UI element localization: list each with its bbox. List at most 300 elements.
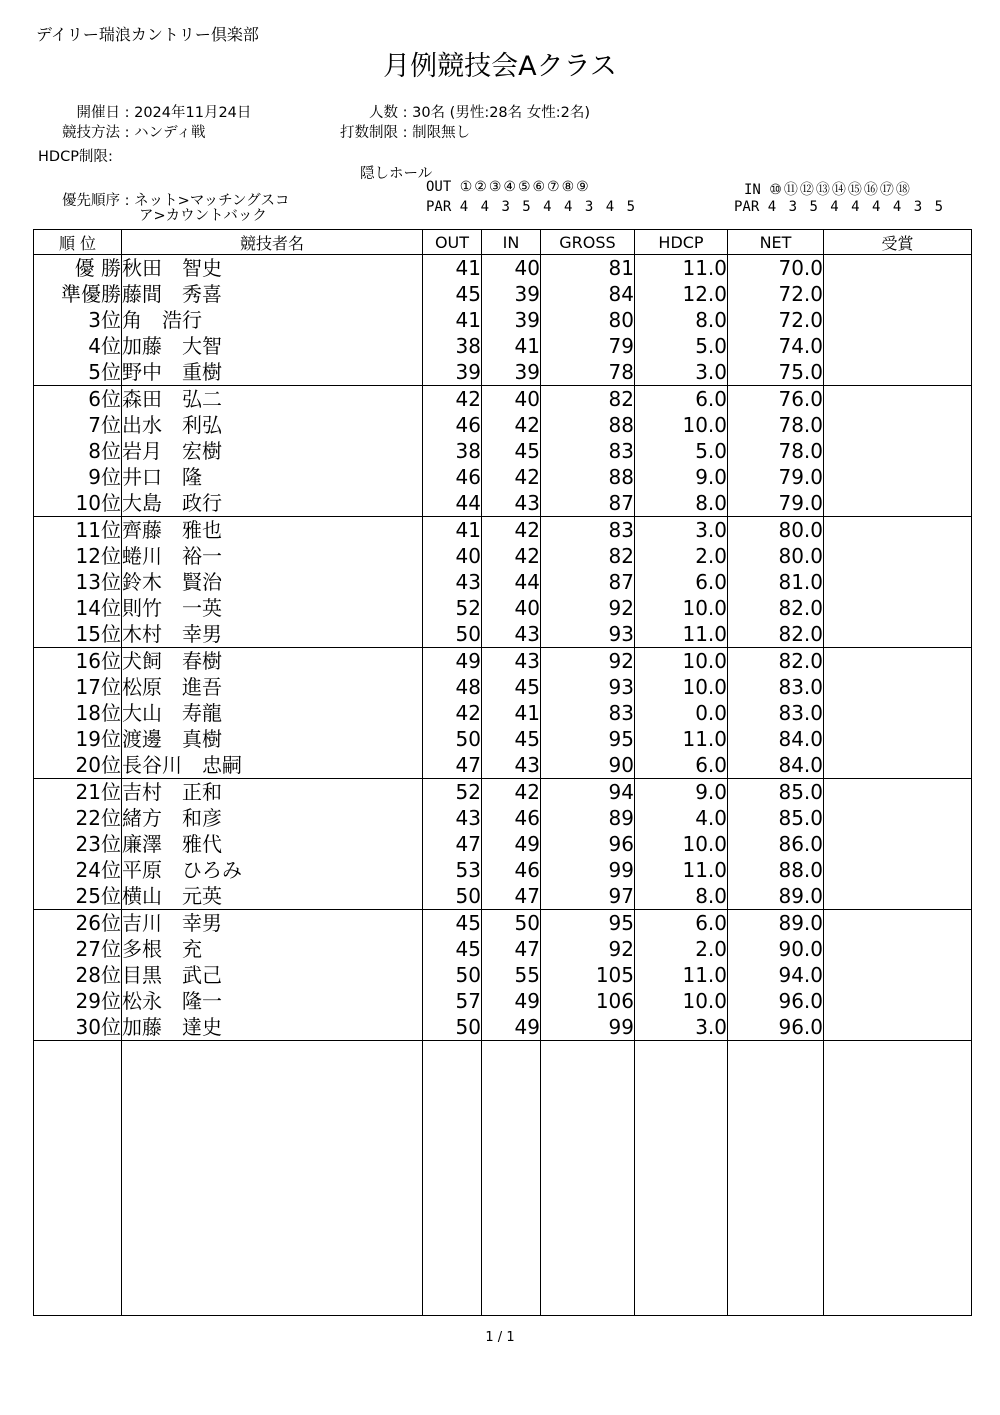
- cell-hdcp: 8.0: [635, 490, 728, 517]
- cell-rank: 30位: [34, 1014, 122, 1041]
- cell-out: 41: [423, 255, 482, 282]
- cell-rank: 10位: [34, 490, 122, 517]
- people-row: 人数 : 30名 (男性:28名 女性:2名): [318, 101, 590, 122]
- table-row: [34, 936, 972, 962]
- cell-gross: 106: [541, 988, 635, 1014]
- cell-in: 40: [482, 255, 541, 282]
- cell-net: 84.0: [728, 752, 824, 779]
- hdcp-limit-row: HDCP制限:: [38, 149, 113, 165]
- cell-in: 42: [482, 517, 541, 544]
- cell-award: [824, 386, 972, 413]
- table-row: [34, 752, 972, 779]
- cell-name: 緒方 和彦: [122, 805, 423, 831]
- cell-name: 吉村 正和: [122, 779, 423, 806]
- table-row: [34, 674, 972, 700]
- col-award: 受賞: [824, 230, 972, 255]
- empty-cell: [482, 1041, 541, 1316]
- cell-hdcp: 3.0: [635, 1014, 728, 1041]
- cell-out: 46: [423, 464, 482, 490]
- cell-net: 75.0: [728, 359, 824, 386]
- col-name: 競技者名: [122, 230, 423, 255]
- priority-label: 優先順序: [62, 193, 120, 209]
- cell-name: 出水 利弘: [122, 412, 423, 438]
- cell-in: 55: [482, 962, 541, 988]
- cell-in: 40: [482, 595, 541, 621]
- table-row: [34, 255, 972, 282]
- cell-gross: 87: [541, 490, 635, 517]
- table-row: [34, 621, 972, 648]
- cell-name: 大山 寿龍: [122, 700, 423, 726]
- results-table: [33, 229, 972, 1316]
- cell-hdcp: 11.0: [635, 255, 728, 282]
- cell-award: [824, 1014, 972, 1041]
- table-row: [34, 648, 972, 675]
- cell-in: 46: [482, 857, 541, 883]
- cell-rank: 22位: [34, 805, 122, 831]
- cell-award: [824, 333, 972, 359]
- cell-out: 45: [423, 281, 482, 307]
- cell-gross: 88: [541, 464, 635, 490]
- empty-cell: [728, 1041, 824, 1316]
- page-title: 月例競技会Aクラス: [383, 51, 617, 82]
- cell-name: 大島 政行: [122, 490, 423, 517]
- table-row: [34, 779, 972, 806]
- cell-hdcp: 9.0: [635, 779, 728, 806]
- cell-rank: 9位: [34, 464, 122, 490]
- cell-in: 49: [482, 988, 541, 1014]
- col-gross: GROSS: [541, 230, 635, 255]
- cell-hdcp: 10.0: [635, 988, 728, 1014]
- cell-award: [824, 464, 972, 490]
- cell-out: 50: [423, 621, 482, 648]
- cell-rank: 21位: [34, 779, 122, 806]
- cell-name: 廉澤 雅代: [122, 831, 423, 857]
- col-rank: 順 位: [34, 230, 122, 255]
- cell-out: 48: [423, 674, 482, 700]
- limit-label: 打数制限: [340, 125, 398, 141]
- cell-gross: 90: [541, 752, 635, 779]
- cell-award: [824, 936, 972, 962]
- cell-out: 42: [423, 700, 482, 726]
- cell-award: [824, 490, 972, 517]
- table-row: [34, 412, 972, 438]
- in-holes: ⑩⑪⑫⑬⑭⑮⑯⑰⑱: [769, 182, 912, 198]
- cell-rank: 3位: [34, 307, 122, 333]
- cell-award: [824, 595, 972, 621]
- header-row: [34, 230, 972, 255]
- cell-award: [824, 700, 972, 726]
- cell-award: [824, 752, 972, 779]
- cell-hdcp: 6.0: [635, 752, 728, 779]
- cell-net: 83.0: [728, 674, 824, 700]
- cell-hdcp: 11.0: [635, 726, 728, 752]
- cell-hdcp: 11.0: [635, 857, 728, 883]
- cell-net: 78.0: [728, 412, 824, 438]
- cell-award: [824, 883, 972, 910]
- cell-out: 45: [423, 936, 482, 962]
- table-row: [34, 857, 972, 883]
- cell-rank: 14位: [34, 595, 122, 621]
- method-value: ハンディ戦: [134, 125, 206, 141]
- cell-award: [824, 726, 972, 752]
- cell-award: [824, 962, 972, 988]
- cell-in: 43: [482, 621, 541, 648]
- table-row: [34, 543, 972, 569]
- table-row: [34, 595, 972, 621]
- date-row: 開催日 : 2024年11月24日: [40, 101, 251, 122]
- cell-award: [824, 517, 972, 544]
- cell-name: 松原 進吾: [122, 674, 423, 700]
- cell-gross: 82: [541, 543, 635, 569]
- people-value: 30名 (男性:28名 女性:2名): [412, 105, 591, 121]
- cell-in: 43: [482, 490, 541, 517]
- cell-award: [824, 412, 972, 438]
- cell-name: 角 浩行: [122, 307, 423, 333]
- cell-rank: 17位: [34, 674, 122, 700]
- cell-award: [824, 805, 972, 831]
- cell-hdcp: 6.0: [635, 569, 728, 595]
- table-row: [34, 883, 972, 910]
- cell-in: 39: [482, 281, 541, 307]
- cell-net: 85.0: [728, 779, 824, 806]
- col-hdcp: HDCP: [635, 230, 728, 255]
- cell-name: 藤間 秀喜: [122, 281, 423, 307]
- cell-hdcp: 4.0: [635, 805, 728, 831]
- cell-hdcp: 2.0: [635, 936, 728, 962]
- cell-hdcp: 3.0: [635, 359, 728, 386]
- cell-gross: 94: [541, 779, 635, 806]
- cell-gross: 97: [541, 883, 635, 910]
- cell-net: 83.0: [728, 700, 824, 726]
- cell-out: 43: [423, 805, 482, 831]
- col-net: NET: [728, 230, 824, 255]
- cell-hdcp: 8.0: [635, 883, 728, 910]
- cell-name: 蜷川 裕一: [122, 543, 423, 569]
- in-holes-row: [744, 179, 912, 199]
- cell-name: 鈴木 賢治: [122, 569, 423, 595]
- cell-gross: 81: [541, 255, 635, 282]
- cell-rank: 8位: [34, 438, 122, 464]
- cell-out: 46: [423, 412, 482, 438]
- cell-in: 43: [482, 648, 541, 675]
- cell-award: [824, 648, 972, 675]
- cell-award: [824, 307, 972, 333]
- cell-gross: 80: [541, 307, 635, 333]
- cell-net: 88.0: [728, 857, 824, 883]
- cell-net: 78.0: [728, 438, 824, 464]
- table-row: [34, 464, 972, 490]
- cell-net: 80.0: [728, 517, 824, 544]
- cell-name: 松永 隆一: [122, 988, 423, 1014]
- cell-net: 76.0: [728, 386, 824, 413]
- cell-rank: 12位: [34, 543, 122, 569]
- cell-in: 40: [482, 386, 541, 413]
- cell-out: 41: [423, 517, 482, 544]
- cell-gross: 95: [541, 726, 635, 752]
- cell-name: 秋田 智史: [122, 255, 423, 282]
- out-par-row: [426, 199, 637, 215]
- cell-award: [824, 255, 972, 282]
- hdcp-limit-label: HDCP制限: [38, 149, 108, 165]
- cell-rank: 11位: [34, 517, 122, 544]
- empty-cell: [34, 1041, 122, 1316]
- cell-gross: 88: [541, 412, 635, 438]
- cell-net: 90.0: [728, 936, 824, 962]
- table-row: [34, 333, 972, 359]
- cell-hdcp: 8.0: [635, 307, 728, 333]
- cell-hdcp: 6.0: [635, 386, 728, 413]
- cell-out: 45: [423, 910, 482, 937]
- cell-gross: 82: [541, 386, 635, 413]
- cell-name: 加藤 達史: [122, 1014, 423, 1041]
- cell-name: 吉川 幸男: [122, 910, 423, 937]
- table-row: [34, 805, 972, 831]
- table-row: [34, 726, 972, 752]
- cell-in: 46: [482, 805, 541, 831]
- cell-out: 38: [423, 333, 482, 359]
- table-row: [34, 1014, 972, 1041]
- cell-net: 81.0: [728, 569, 824, 595]
- cell-award: [824, 910, 972, 937]
- limit-row: 打数制限 : 制限無し: [318, 121, 470, 142]
- cell-rank: 26位: [34, 910, 122, 937]
- out-holes-row: [426, 179, 591, 195]
- hidden-holes-label: 隠しホール: [360, 166, 433, 182]
- cell-in: 42: [482, 464, 541, 490]
- cell-net: 84.0: [728, 726, 824, 752]
- cell-hdcp: 5.0: [635, 438, 728, 464]
- cell-in: 49: [482, 1014, 541, 1041]
- cell-out: 50: [423, 726, 482, 752]
- cell-net: 82.0: [728, 648, 824, 675]
- cell-out: 38: [423, 438, 482, 464]
- cell-in: 41: [482, 333, 541, 359]
- cell-gross: 95: [541, 910, 635, 937]
- cell-in: 44: [482, 569, 541, 595]
- cell-rank: 29位: [34, 988, 122, 1014]
- cell-net: 85.0: [728, 805, 824, 831]
- cell-gross: 92: [541, 936, 635, 962]
- priority-value-line1: ネット>マッチングスコ: [134, 193, 290, 209]
- cell-hdcp: 3.0: [635, 517, 728, 544]
- cell-gross: 84: [541, 281, 635, 307]
- cell-out: 52: [423, 595, 482, 621]
- cell-in: 43: [482, 752, 541, 779]
- limit-value: 制限無し: [412, 125, 471, 141]
- table-row: [34, 386, 972, 413]
- table-row: [34, 569, 972, 595]
- cell-rank: 27位: [34, 936, 122, 962]
- cell-rank: 24位: [34, 857, 122, 883]
- cell-in: 47: [482, 883, 541, 910]
- cell-gross: 93: [541, 621, 635, 648]
- cell-net: 79.0: [728, 464, 824, 490]
- cell-gross: 99: [541, 1014, 635, 1041]
- cell-out: 43: [423, 569, 482, 595]
- cell-out: 53: [423, 857, 482, 883]
- cell-net: 96.0: [728, 1014, 824, 1041]
- cell-award: [824, 621, 972, 648]
- cell-in: 45: [482, 674, 541, 700]
- cell-name: 森田 弘二: [122, 386, 423, 413]
- cell-gross: 83: [541, 438, 635, 464]
- cell-hdcp: 10.0: [635, 412, 728, 438]
- cell-gross: 83: [541, 517, 635, 544]
- empty-rows: [34, 1041, 972, 1316]
- cell-gross: 105: [541, 962, 635, 988]
- table-row: [34, 517, 972, 544]
- cell-rank: 25位: [34, 883, 122, 910]
- empty-cell: [635, 1041, 728, 1316]
- in-par: 4 3 5 4 4 4 4 3 5: [767, 199, 946, 215]
- priority-row: 優先順序 : ネット>マッチングスコ: [40, 189, 290, 210]
- cell-in: 45: [482, 726, 541, 752]
- cell-rank: 16位: [34, 648, 122, 675]
- page-number: 1 / 1: [485, 1330, 515, 1345]
- cell-name: 犬飼 春樹: [122, 648, 423, 675]
- empty-cell: [541, 1041, 635, 1316]
- table-row: [34, 910, 972, 937]
- out-label: OUT: [426, 179, 452, 195]
- cell-award: [824, 281, 972, 307]
- cell-gross: 92: [541, 595, 635, 621]
- cell-in: 42: [482, 412, 541, 438]
- cell-net: 94.0: [728, 962, 824, 988]
- cell-gross: 87: [541, 569, 635, 595]
- table-row: [34, 831, 972, 857]
- cell-name: 則竹 一英: [122, 595, 423, 621]
- cell-gross: 93: [541, 674, 635, 700]
- in-par-row: [734, 199, 945, 215]
- cell-award: [824, 831, 972, 857]
- cell-award: [824, 988, 972, 1014]
- cell-rank: 19位: [34, 726, 122, 752]
- cell-out: 47: [423, 752, 482, 779]
- cell-rank: 7位: [34, 412, 122, 438]
- cell-award: [824, 569, 972, 595]
- cell-net: 74.0: [728, 333, 824, 359]
- cell-net: 70.0: [728, 255, 824, 282]
- cell-in: 45: [482, 438, 541, 464]
- priority-value-line2: ア>カウントバック: [139, 208, 267, 224]
- cell-net: 96.0: [728, 988, 824, 1014]
- cell-award: [824, 359, 972, 386]
- cell-net: 82.0: [728, 595, 824, 621]
- cell-in: 49: [482, 831, 541, 857]
- cell-hdcp: 11.0: [635, 621, 728, 648]
- cell-net: 72.0: [728, 307, 824, 333]
- cell-name: 長谷川 忠嗣: [122, 752, 423, 779]
- cell-in: 42: [482, 779, 541, 806]
- cell-rank: 23位: [34, 831, 122, 857]
- cell-award: [824, 779, 972, 806]
- cell-out: 44: [423, 490, 482, 517]
- people-label: 人数: [369, 105, 398, 121]
- cell-gross: 92: [541, 648, 635, 675]
- cell-name: 多根 充: [122, 936, 423, 962]
- cell-name: 木村 幸男: [122, 621, 423, 648]
- cell-net: 82.0: [728, 621, 824, 648]
- cell-out: 42: [423, 386, 482, 413]
- cell-gross: 83: [541, 700, 635, 726]
- method-row: 競技方法 : ハンディ戦: [40, 121, 205, 142]
- cell-award: [824, 543, 972, 569]
- in-par-label: PAR: [734, 199, 760, 215]
- cell-name: 野中 重樹: [122, 359, 423, 386]
- cell-rank: 13位: [34, 569, 122, 595]
- in-label: IN: [744, 182, 761, 198]
- cell-hdcp: 9.0: [635, 464, 728, 490]
- cell-name: 渡邊 真樹: [122, 726, 423, 752]
- cell-hdcp: 10.0: [635, 674, 728, 700]
- club-name: デイリー瑞浪カントリー倶楽部: [36, 25, 259, 44]
- cell-net: 86.0: [728, 831, 824, 857]
- cell-name: 平原 ひろみ: [122, 857, 423, 883]
- cell-rank: 20位: [34, 752, 122, 779]
- table-row: [34, 988, 972, 1014]
- cell-hdcp: 11.0: [635, 962, 728, 988]
- out-par-label: PAR: [426, 199, 452, 215]
- cell-hdcp: 6.0: [635, 910, 728, 937]
- cell-gross: 89: [541, 805, 635, 831]
- cell-gross: 96: [541, 831, 635, 857]
- out-holes: ①②③④⑤⑥⑦⑧⑨: [459, 179, 591, 195]
- cell-rank: 5位: [34, 359, 122, 386]
- cell-name: 井口 隆: [122, 464, 423, 490]
- cell-award: [824, 438, 972, 464]
- col-in: IN: [482, 230, 541, 255]
- empty-cell: [423, 1041, 482, 1316]
- col-out: OUT: [423, 230, 482, 255]
- cell-name: 齊藤 雅也: [122, 517, 423, 544]
- cell-out: 50: [423, 962, 482, 988]
- cell-in: 41: [482, 700, 541, 726]
- out-par: 4 4 3 5 4 4 3 4 5: [459, 199, 638, 215]
- cell-net: 80.0: [728, 543, 824, 569]
- cell-out: 39: [423, 359, 482, 386]
- cell-award: [824, 674, 972, 700]
- cell-hdcp: 10.0: [635, 595, 728, 621]
- cell-hdcp: 10.0: [635, 648, 728, 675]
- cell-in: 50: [482, 910, 541, 937]
- cell-out: 50: [423, 1014, 482, 1041]
- cell-rank: 15位: [34, 621, 122, 648]
- cell-hdcp: 0.0: [635, 700, 728, 726]
- cell-rank: 準優勝: [34, 281, 122, 307]
- cell-rank: 6位: [34, 386, 122, 413]
- cell-out: 47: [423, 831, 482, 857]
- cell-in: 42: [482, 543, 541, 569]
- cell-name: 加藤 大智: [122, 333, 423, 359]
- cell-out: 40: [423, 543, 482, 569]
- cell-out: 57: [423, 988, 482, 1014]
- table-row: [34, 438, 972, 464]
- cell-rank: 18位: [34, 700, 122, 726]
- cell-net: 89.0: [728, 883, 824, 910]
- method-label: 競技方法: [62, 125, 120, 141]
- table-row: [34, 490, 972, 517]
- cell-name: 目黒 武己: [122, 962, 423, 988]
- table-row: [34, 307, 972, 333]
- table-row: [34, 962, 972, 988]
- table-row: [34, 359, 972, 386]
- empty-cell: [824, 1041, 972, 1316]
- cell-in: 47: [482, 936, 541, 962]
- cell-rank: 優 勝: [34, 255, 122, 282]
- cell-gross: 79: [541, 333, 635, 359]
- cell-award: [824, 857, 972, 883]
- cell-in: 39: [482, 307, 541, 333]
